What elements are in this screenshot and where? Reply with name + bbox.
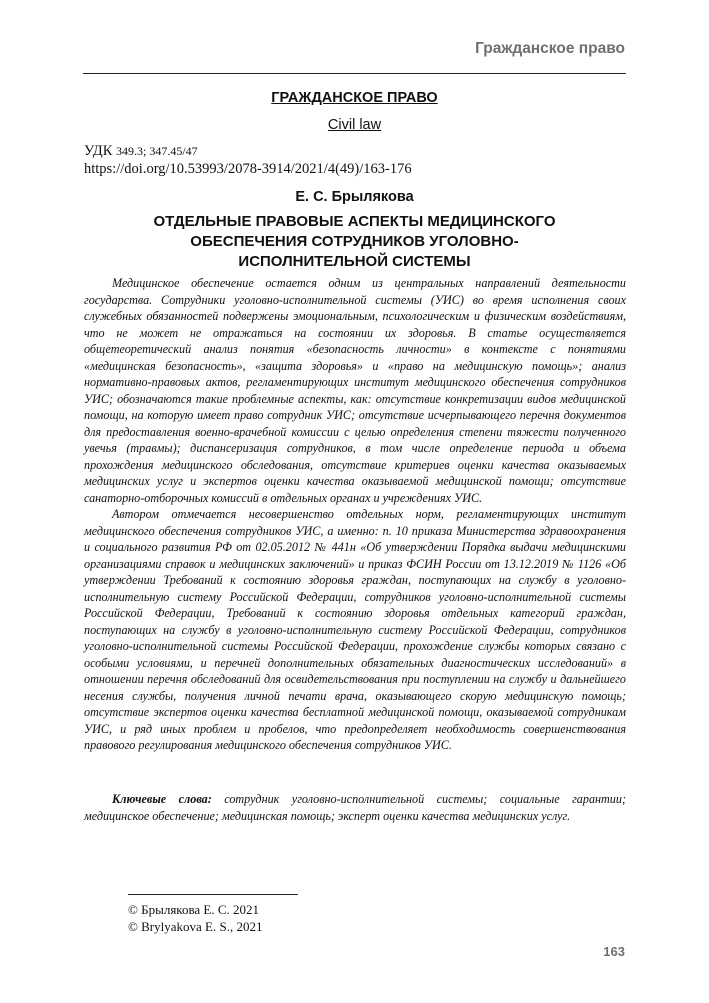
article-title: ОТДЕЛЬНЫЕ ПРАВОВЫЕ АСПЕКТЫ МЕДИЦИНСКОГО ОБЕСПЕЧЕНИЯ СОТРУДНИКОВ УГОЛОВНО-ИСПОЛНИТЕЛЬНОЙ СИСТЕМЫ (153, 213, 556, 270)
abstract-paragraph: Медицинское обеспечение остается одним из центральных направлений деятельности государства. Сотрудники уголовно-исполнительной системы (УИС) во время исполнения своих служебных обязанностей подвержены эмоциональным, психологическим и физическим воздействиям, что не может не отражаться на состоянии их здоровья. В статье осуществляется общетеоретический анализ понятия «безопасность личности» в контексте с понятиями «медицинская безопасность», «защита здоровья» и «право на медицинскую помощь»; анализ нормативно-правовых актов, регламентирующих институт медицинского обеспечения сотрудников УИС; обозначаются такие проблемные аспекты, как: отсутствие конкретизации видов медицинской помощи, на которую имеет право сотрудник УИС; отсутствие исчерпывающего перечня документов для предоставления военно-врачебной комиссии с целью определения степени тяжести полученного увечья (травмы); диспансеризация сотрудников, в том числе определение периода и объема прохождения медицинского обследования, отсутствие критериев оценки качества оказываемых медицинских услуг и экспертов оценки качества оказываемой медицинской помощи; отсутствие санаторно-отборочных комиссий в отдельных органах и учреждениях УИС. (84, 276, 626, 505)
footnote-divider (128, 894, 298, 895)
copyright-ru: © Брылякова Е. С. 2021 (128, 902, 260, 917)
abstract-paragraph: Автором отмечается несовершенство отдельных норм, регламентирующих институт медицинского обеспечения сотрудников УИС, а именно: п. 10 приказа Министерства здравоохранения и социального развития РФ от 02.05.2012 № 441н «Об утверждении Порядка выдачи медицинскими организациями справок и медицинских заключений» и приказ ФСИН России от 13.12.2019 № 1126 «Об утверждении Требований к состоянию здоровья граждан, поступающих на службу в уголовно-исполнительную систему Российской Федерации, сотрудников уголовно-исполнительной системы Российской Федерации, Требований к состоянию здоровья отдельных категорий граждан, поступающих на службу в уголовно-исполнительную систему Российской Федерации, сотрудников уголовно-исполнительной системы Российской Федерации, прохождение службы которых связано с особыми условиями, и перечней дополнительных обязательных диагностических исследований» в отношении перечня обследований для освидетельствования при поступлении на службу и дальнейшего несения службы, получения личной печати врача, оказывающего скорую медицинскую помощь; отсутствие экспертов оценки качества бесплатной медицинской помощи, оказываемой сотрудникам УИС, и ряд иных проблем и пробелов, что предопределяет необходимость совершенствования правового регулирования медицинского обеспечения сотрудников УИС. (84, 507, 626, 752)
udk-label: УДК (84, 143, 113, 159)
keywords (84, 791, 626, 824)
running-head: Гражданское право (475, 40, 625, 57)
doi-link[interactable]: https://doi.org/10.53993/2078-3914/2021/4(49)/163-176 (84, 161, 412, 177)
keywords-label: Ключевые слова: (112, 792, 212, 806)
header-divider (83, 73, 626, 74)
section-title: ГРАЖДАНСКОЕ ПРАВО (271, 90, 438, 106)
udk-line (84, 143, 198, 160)
page-number: 163 (603, 944, 625, 959)
abstract (84, 275, 626, 754)
udk-codes: 349.3; 347.45/47 (116, 144, 198, 158)
author-name: Е. С. Брылякова (295, 189, 414, 205)
keywords-text: сотрудник уголовно-исполнительной системы; социальные гарантии; медицинское обеспечение; медицинская помощь; эксперт оценки качества медицинских услуг. (84, 792, 626, 823)
section-title-english: Civil law (327, 117, 382, 133)
copyright-en: © Brylyakova E. S., 2021 (128, 919, 263, 934)
